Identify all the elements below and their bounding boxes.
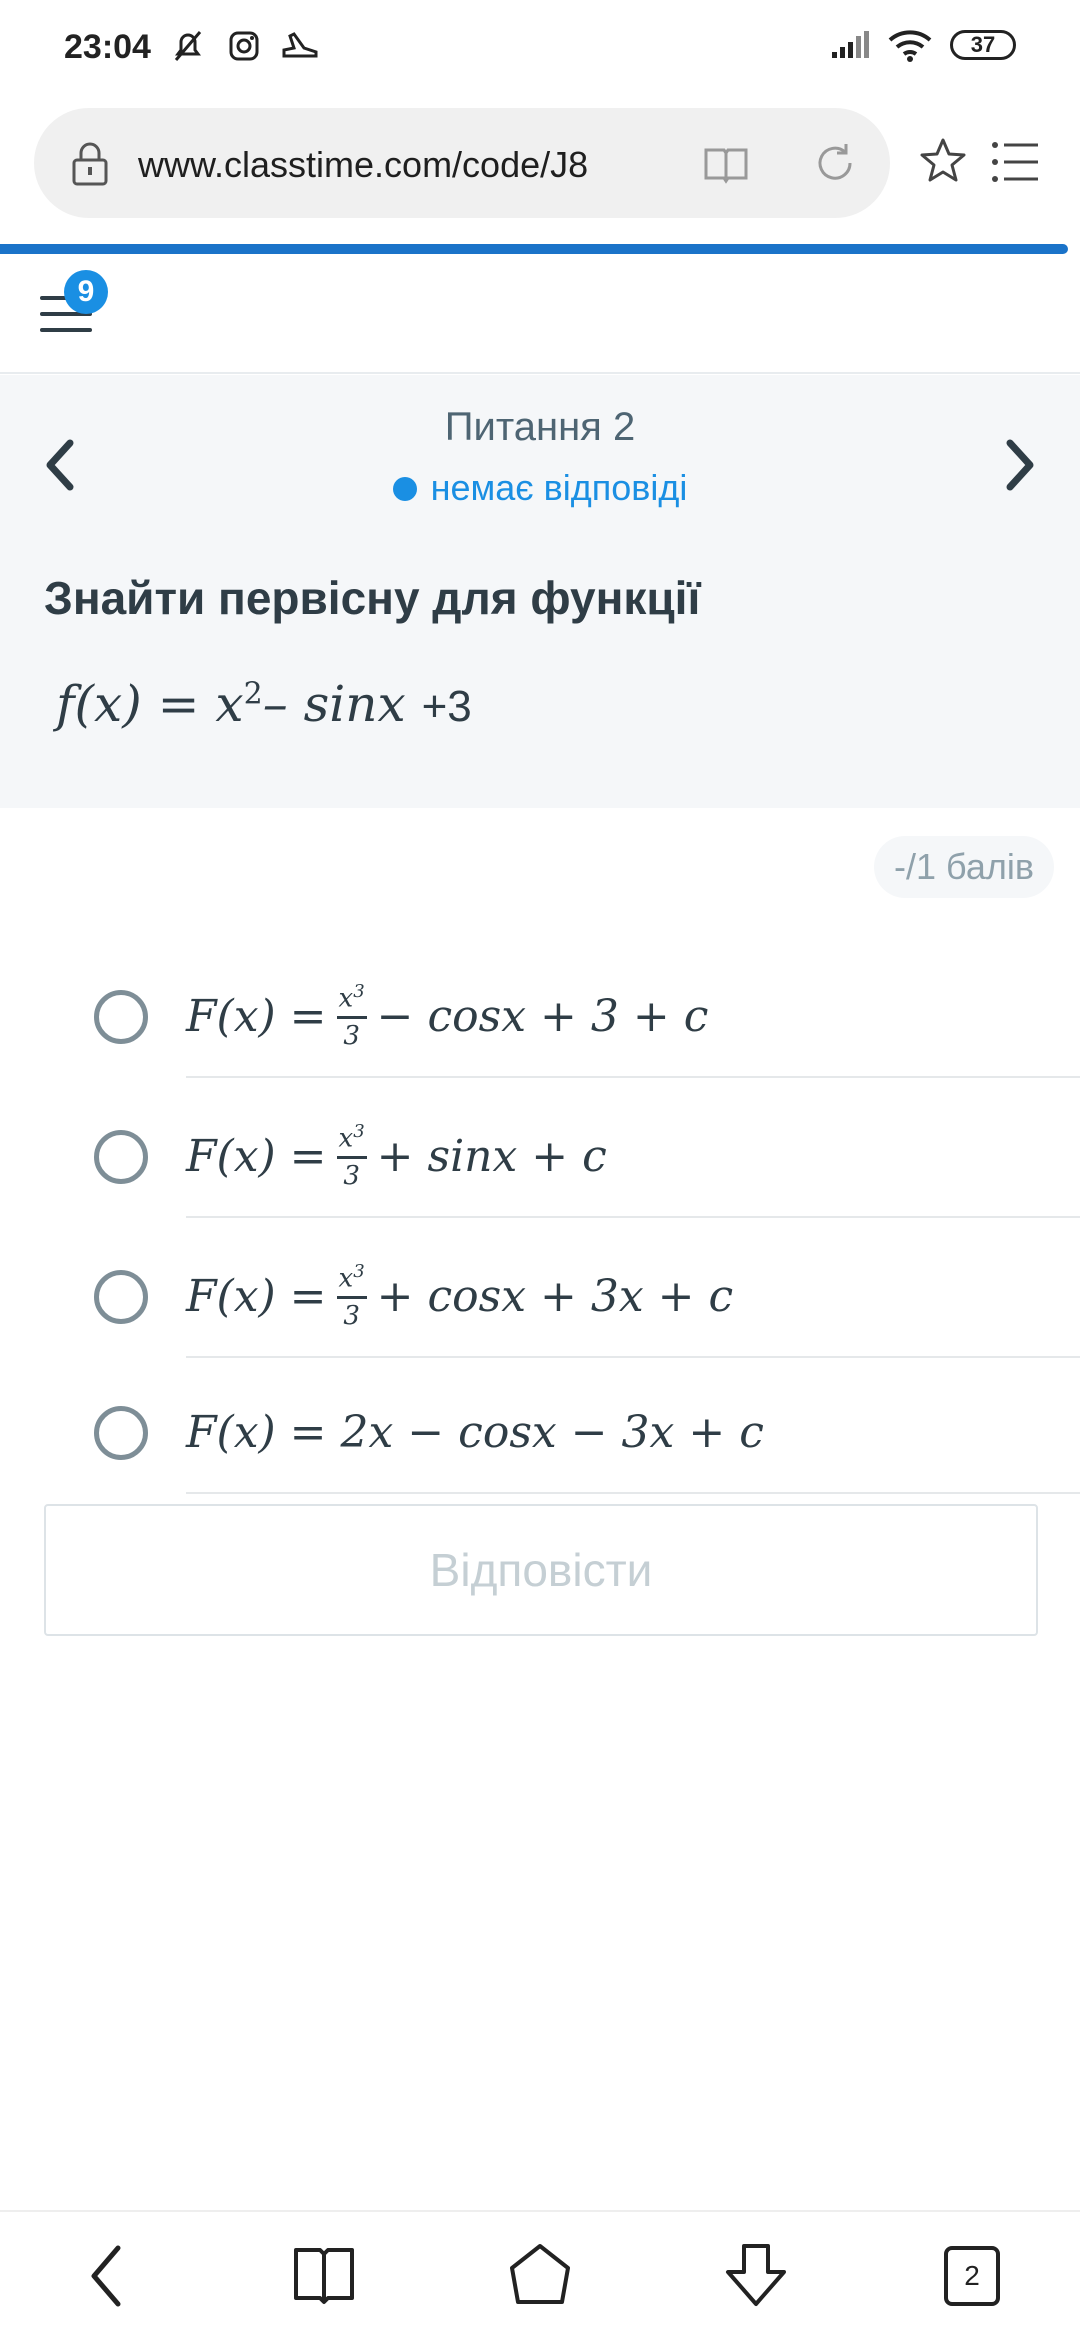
fraction-numerator: x (338, 1263, 354, 1294)
star-icon[interactable] (918, 136, 968, 186)
app-header (0, 254, 1080, 374)
menu-list-icon[interactable] (990, 140, 1040, 184)
instagram-icon (224, 26, 264, 66)
signal-icon (830, 30, 870, 60)
option-rhs: 2x − cosx − 3x + c (340, 1406, 764, 1458)
status-bar (0, 0, 1080, 100)
status-icons-left (168, 26, 320, 66)
option-divider (186, 1492, 1080, 1494)
option-lhs: F(x) = (186, 1406, 327, 1458)
radio-button[interactable] (94, 1270, 148, 1324)
fraction-exponent: 3 (353, 1121, 365, 1143)
option-lhs: F(x) = (186, 1130, 327, 1182)
fraction-denominator: 3 (343, 1020, 360, 1051)
address-bar[interactable] (34, 108, 890, 218)
url-text[interactable]: www.classtime.com/code/J8 (138, 144, 589, 185)
muted-bell-icon (168, 26, 208, 66)
answer-status (0, 467, 1080, 509)
fraction (337, 1263, 367, 1329)
fraction-numerator: x (338, 1123, 354, 1154)
status-icons-right (830, 28, 1016, 62)
tabs-icon[interactable]: 2 (944, 2246, 1000, 2306)
radio-button[interactable] (94, 1130, 148, 1184)
answer-option[interactable] (0, 1098, 1080, 1218)
option-lhs: F(x) = (186, 1270, 327, 1322)
answer-option[interactable] (0, 1374, 1080, 1494)
lock-icon (70, 140, 110, 186)
option-rhs: + sinx + c (376, 1130, 607, 1182)
reload-icon[interactable] (812, 140, 858, 186)
shoe-icon (280, 26, 320, 66)
formula-rest: – sinx (262, 675, 406, 733)
browser-bottom-nav (0, 2210, 1080, 2340)
option-formula[interactable] (186, 1116, 607, 1196)
fraction-numerator: x (338, 983, 354, 1014)
fraction (337, 1123, 367, 1189)
bookmarks-icon[interactable] (292, 2242, 356, 2306)
status-dot-icon (393, 477, 417, 501)
points-badge: -/1 балів (874, 836, 1054, 898)
formula-exponent: 2 (243, 676, 263, 712)
question-number: Питання 2 (444, 405, 636, 449)
page-load-progress (0, 244, 1068, 254)
formula-tail: +3 (421, 682, 472, 731)
option-formula[interactable] (186, 1256, 733, 1336)
option-divider (186, 1216, 1080, 1218)
question-title: Знайти первісну для функції (44, 572, 701, 624)
submit-button[interactable]: Відповісти (44, 1504, 1038, 1636)
radio-button[interactable] (94, 990, 148, 1044)
wifi-icon (888, 28, 932, 62)
notification-badge: 9 (64, 270, 108, 314)
fraction-denominator: 3 (343, 1160, 360, 1191)
status-time: 23:04 (64, 28, 151, 66)
question-panel (0, 375, 1080, 808)
option-divider (186, 1076, 1080, 1078)
fraction-exponent: 3 (353, 981, 365, 1003)
option-rhs: − cosx + 3 + c (376, 990, 709, 1042)
option-formula[interactable] (186, 976, 708, 1056)
download-icon[interactable] (724, 2242, 788, 2310)
back-icon[interactable] (86, 2242, 126, 2310)
reader-mode-icon[interactable] (702, 144, 750, 184)
home-icon[interactable] (508, 2242, 572, 2306)
option-rhs: + cosx + 3x + c (376, 1270, 734, 1322)
fraction-exponent: 3 (353, 1261, 365, 1283)
answer-status-label: немає відповіді (430, 467, 688, 508)
option-formula[interactable] (186, 1392, 764, 1472)
option-divider (186, 1356, 1080, 1358)
question-formula (56, 675, 472, 733)
fraction-denominator: 3 (343, 1300, 360, 1331)
battery-icon: 37 (950, 30, 1016, 60)
answer-option[interactable] (0, 1238, 1080, 1358)
answer-option[interactable] (0, 958, 1080, 1078)
radio-button[interactable] (94, 1406, 148, 1460)
option-lhs: F(x) = (186, 990, 327, 1042)
fraction (337, 983, 367, 1049)
formula-main: f(x) = x (56, 675, 244, 733)
